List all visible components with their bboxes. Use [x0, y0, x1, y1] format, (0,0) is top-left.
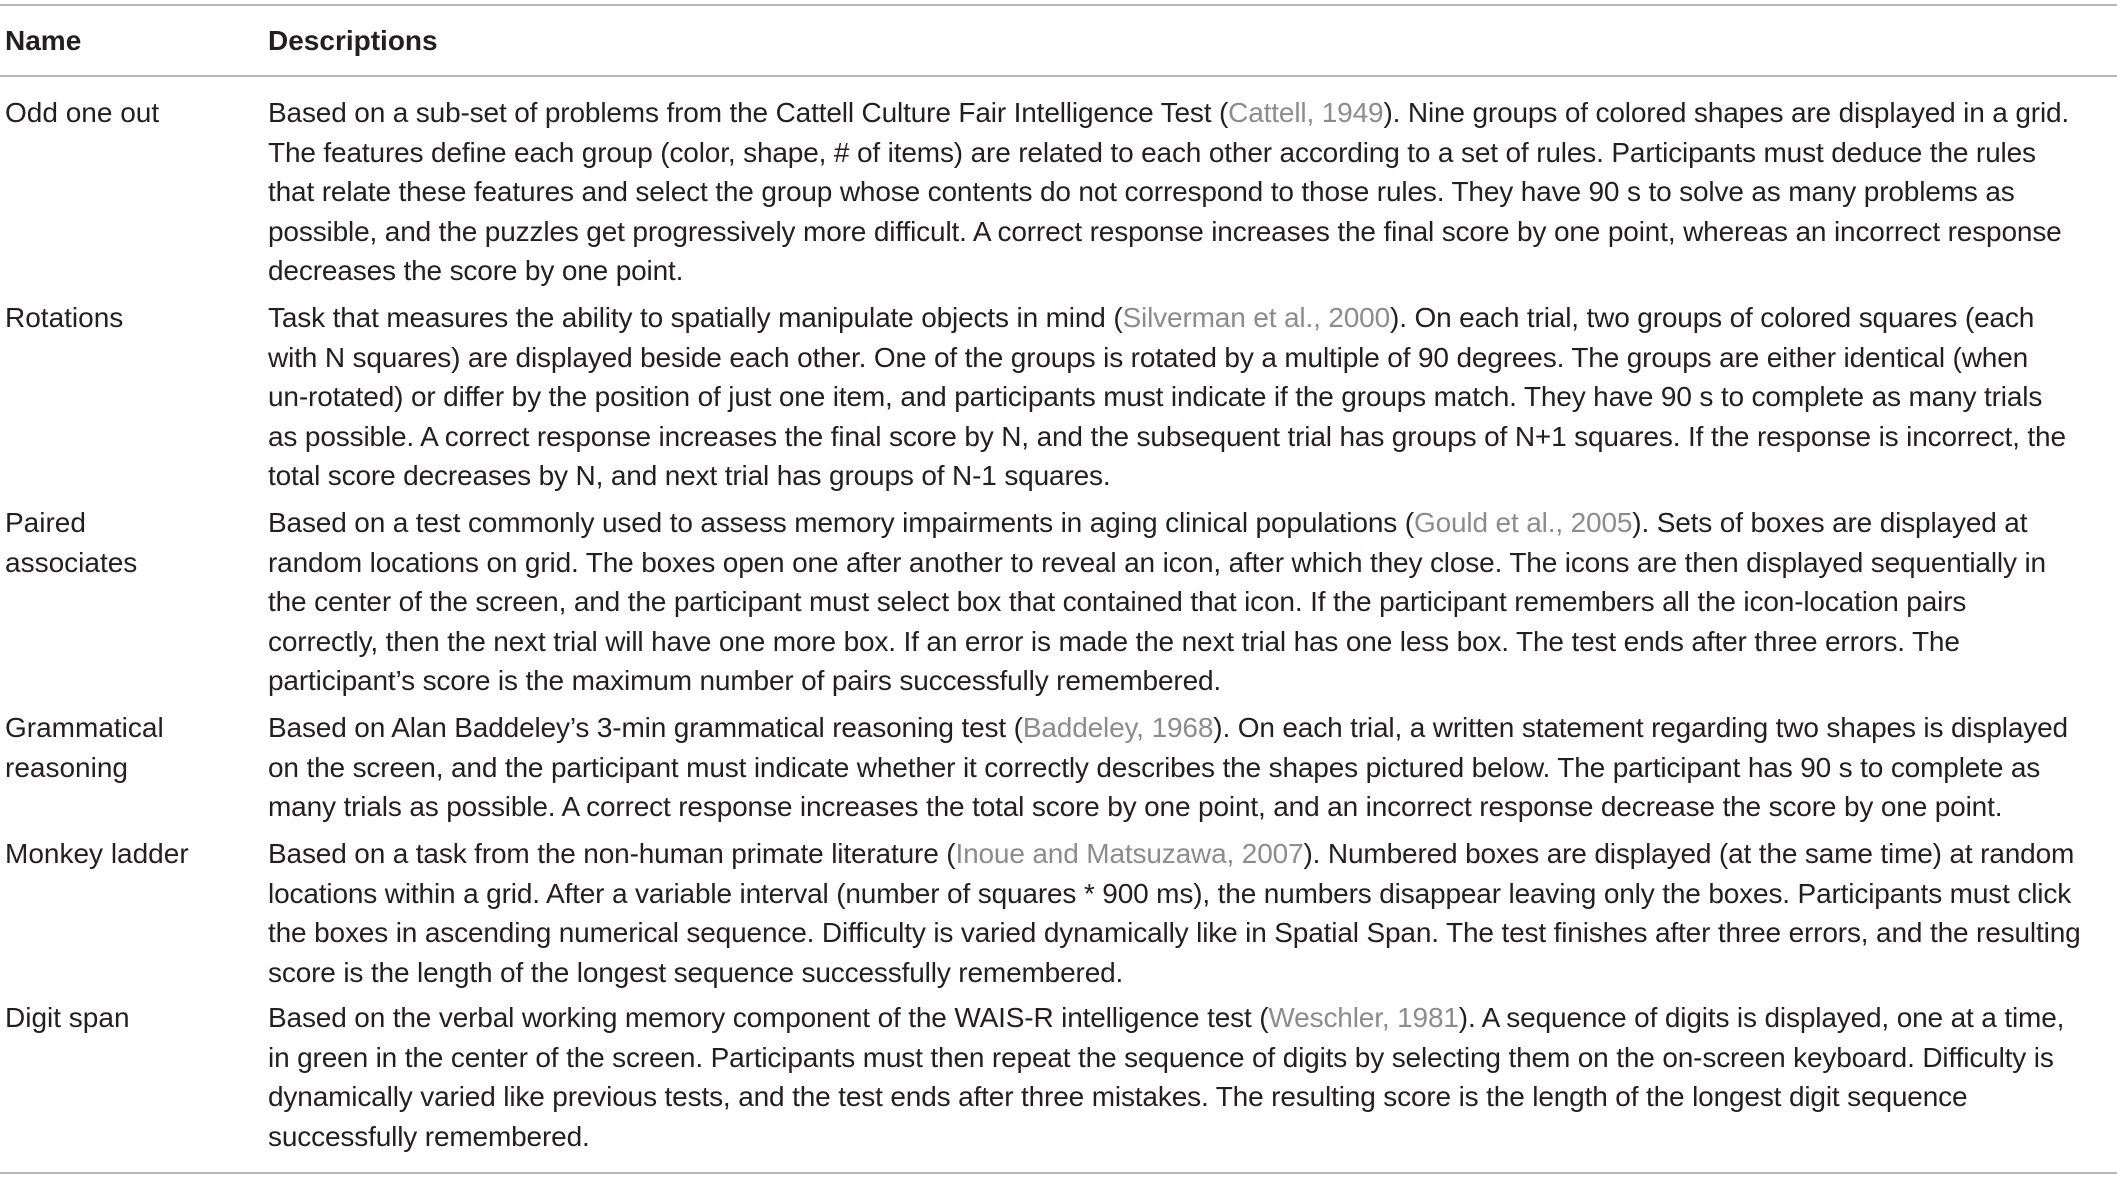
name-line: Digit span — [5, 1002, 130, 1033]
desc-line: Based on a test commonly used to assess memory impairments in aging clinical populations (Gould et al., 2005). Sets of boxes are displayed at — [268, 507, 2028, 538]
test-name — [5, 834, 250, 874]
desc-line: random locations on grid. The boxes open one after another to reveal an icon, after which they close. The icons are then displayed sequentially in — [268, 546, 2046, 578]
desc-line: score is the length of the longest sequence successfully remembered. — [268, 956, 1124, 988]
name-line: Monkey ladder — [5, 838, 189, 869]
name-line: associates — [5, 546, 138, 578]
name-line: Odd one out — [5, 97, 160, 128]
name-line: reasoning — [5, 751, 128, 783]
desc-line: Based on a sub-set of problems from the Cattell Culture Fair Intelligence Test (Cattell, 1949). Nine groups of colored shapes are displayed in a grid. — [268, 97, 2070, 128]
citation-link[interactable]: Cattell, 1949 — [1228, 97, 1384, 128]
header-bottom-rule — [0, 75, 2117, 77]
desc-line: on the screen, and the participant must indicate whether it correctly describes the shapes pictured below. The participant has 90 s to complete as — [268, 751, 2041, 783]
citation-link[interactable]: Silverman et al., 2000 — [1122, 302, 1391, 333]
table-bottom-rule — [0, 1172, 2117, 1174]
desc-line: Based on a task from the non-human primate literature (Inoue and Matsuzawa, 2007). Numbered boxes are displayed (at the same time) at random — [268, 838, 2075, 869]
desc-line: Based on the verbal working memory component of the WAIS-R intelligence test (Weschler, 1981). A sequence of digits is displayed, one at a time, — [268, 1002, 2065, 1033]
test-name — [5, 503, 250, 582]
desc-line: The features define each group (color, shape, # of items) are related to each other according to a set of rules. Participants must deduce the rules — [268, 136, 2036, 168]
test-name — [5, 93, 250, 133]
test-description — [268, 834, 2114, 992]
test-name — [5, 298, 250, 338]
desc-line: dynamically varied like previous tests, and the test ends after three mistakes. The resulting score is the length of the longest digit sequence — [268, 1081, 1968, 1112]
desc-line: that relate these features and select the group whose contents do not correspond to those rules. They have 90 s to solve as many problems as — [268, 176, 2015, 207]
desc-line: correctly, then the next trial will have one more box. If an error is made the next trial has one less box. The test ends after three errors. The — [268, 625, 1960, 657]
desc-line: Task that measures the ability to spatially manipulate objects in mind (Silverman et al., 2000). On each trial, two groups of colored squares (each — [268, 302, 2035, 333]
test-description — [268, 998, 2114, 1156]
desc-line: many trials as possible. A correct response increases the total score by one point, and an incorrect response decrease the score by one point. — [268, 791, 2003, 822]
desc-line: decreases the score by one point. — [268, 255, 684, 286]
citation-link[interactable]: Gould et al., 2005 — [1413, 507, 1633, 538]
desc-line: the center of the screen, and the participant must select box that contained that icon. If the participant remembers all the icon-location pairs — [268, 586, 1967, 617]
test-name — [5, 998, 250, 1038]
desc-line: Based on Alan Baddeley’s 3-min grammatical reasoning test (Baddeley, 1968). On each trial, a written statement regarding two shapes is displayed — [268, 712, 2068, 743]
desc-line: as possible. A correct response increases the final score by N, and the subsequent trial has groups of N+1 squares. If the response is incorrect, the — [268, 420, 2066, 452]
desc-line: possible, and the puzzles get progressively more difficult. A correct response increases the final score by one point, whereas an incorrect response — [268, 215, 2062, 247]
desc-line: participant’s score is the maximum number of pairs successfully remembered. — [268, 665, 1222, 696]
name-line: Rotations — [5, 302, 124, 333]
test-description — [268, 708, 2114, 827]
desc-line: the boxes in ascending numerical sequence. Difficulty is varied dynamically like in Spatial Span. The test finishes after three errors, and the resulting — [268, 917, 2081, 948]
desc-line: locations within a grid. After a variable interval (number of squares * 900 ms), the numbers disappear leaving only the boxes. Participants must click — [268, 877, 2072, 909]
table-top-rule — [0, 4, 2117, 6]
header-descriptions: Descriptions — [268, 25, 438, 56]
name-line: Grammatical — [5, 712, 164, 743]
desc-line: successfully remembered. — [268, 1120, 590, 1152]
name-line: Paired — [5, 507, 86, 538]
citation-link[interactable]: Baddeley, 1968 — [1022, 712, 1214, 743]
header-name: Name — [5, 25, 82, 56]
desc-line: with N squares) are displayed beside each other. One of the groups is rotated by a multiple of 90 degrees. The groups are either identical (when — [268, 341, 2029, 373]
desc-line: total score decreases by N, and next trial has groups of N-1 squares. — [268, 460, 1111, 491]
citation-link[interactable]: Weschler, 1981 — [1268, 1002, 1459, 1033]
desc-line: in green in the center of the screen. Participants must then repeat the sequence of digits by selecting them on the on-screen keyboard. Difficulty is — [268, 1041, 2054, 1073]
test-name — [5, 708, 250, 787]
test-description — [268, 298, 2114, 496]
desc-line: un-rotated) or differ by the position of just one item, and participants must indicate if the groups match. They have 90 s to complete as many trials — [268, 381, 2043, 412]
citation-link[interactable]: Inoue and Matsuzawa, 2007 — [955, 838, 1304, 869]
test-description — [268, 93, 2114, 291]
test-description — [268, 503, 2114, 701]
